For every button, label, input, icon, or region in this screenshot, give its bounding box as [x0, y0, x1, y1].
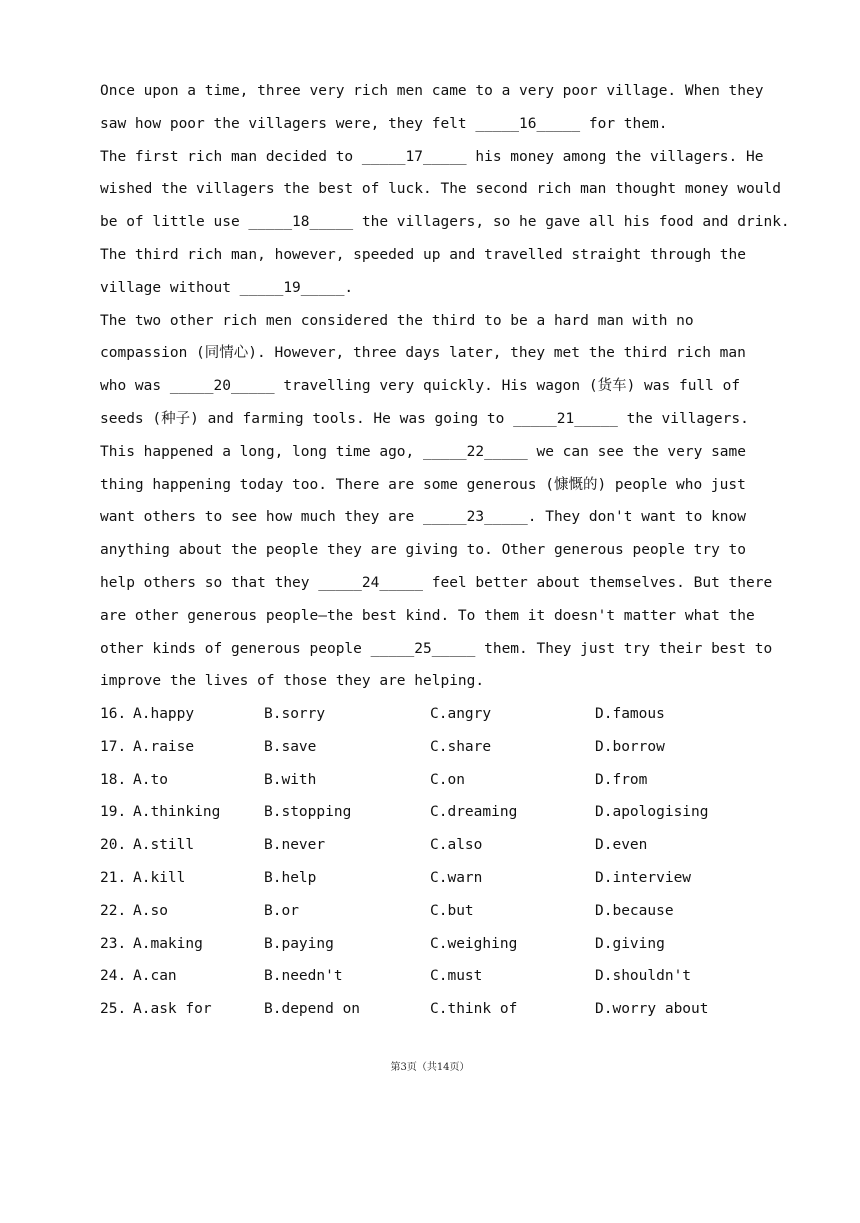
- passage-line: want others to see how much they are _____23_____. They don't want to know: [100, 509, 747, 526]
- passage-line: thing happening today too. There are some generous (慷慨的) people who just: [100, 476, 746, 493]
- option-b: B.or: [264, 902, 299, 919]
- passage-line: other kinds of generous people _____25_____ them. They just try their best to: [100, 640, 773, 657]
- passage-line: compassion (同情心). However, three days later, they met the third rich man: [100, 345, 746, 362]
- option-c: C.angry: [430, 706, 492, 722]
- option-b: B.with: [264, 771, 317, 788]
- question-row: [100, 895, 790, 928]
- option-b: B.stopping: [264, 804, 352, 821]
- question-row: [100, 698, 790, 731]
- question-number: 23.: [100, 935, 127, 952]
- cloze-passage: [100, 75, 790, 698]
- option-d: D.shouldn't: [595, 968, 692, 985]
- page-footer: 第3页（共14页）: [390, 1062, 470, 1073]
- option-a: A.to: [133, 771, 168, 788]
- question-row: [100, 993, 790, 1026]
- option-a: A.kill: [133, 869, 186, 886]
- question-number: 21.: [100, 869, 127, 886]
- option-b: B.never: [264, 837, 326, 854]
- passage-line: village without _____19_____.: [100, 279, 354, 296]
- question-number: 19.: [100, 804, 127, 821]
- option-d: D.apologising: [595, 804, 709, 821]
- question-row: [100, 928, 790, 961]
- question-number: 24.: [100, 968, 127, 985]
- option-c: C.think of: [430, 1001, 518, 1018]
- option-c: C.weighing: [430, 935, 518, 952]
- option-a: A.raise: [133, 738, 195, 755]
- option-b: B.sorry: [264, 706, 326, 722]
- option-b: B.paying: [264, 935, 334, 952]
- option-b: B.depend on: [264, 1001, 361, 1018]
- option-a: A.still: [133, 837, 195, 854]
- option-a: A.so: [133, 902, 168, 919]
- question-number: 17.: [100, 738, 127, 755]
- passage-line: improve the lives of those they are helping.: [100, 673, 485, 690]
- passage-line: wished the villagers the best of luck. The second rich man thought money would: [100, 181, 781, 198]
- option-a: A.making: [133, 935, 203, 952]
- option-c: C.on: [430, 771, 465, 788]
- option-c: C.dreaming: [430, 804, 518, 821]
- passage-line: The two other rich men considered the third to be a hard man with no: [100, 312, 694, 329]
- question-row: [100, 862, 790, 895]
- question-number: 25.: [100, 1001, 127, 1018]
- passage-line: The first rich man decided to _____17_____ his money among the villagers. He: [100, 148, 764, 165]
- passage-line: seeds (种子) and farming tools. He was going to _____21_____ the villagers.: [100, 410, 749, 427]
- option-c: C.warn: [430, 869, 483, 886]
- option-b: B.save: [264, 738, 317, 755]
- option-a: A.thinking: [133, 804, 221, 821]
- passage-line: Once upon a time, three very rich men came to a very poor village. When they: [100, 83, 764, 99]
- question-row: [100, 829, 790, 862]
- option-a: A.ask for: [133, 1001, 212, 1018]
- option-d: D.famous: [595, 706, 665, 722]
- question-row: [100, 731, 790, 764]
- passage-line: anything about the people they are giving to. Other generous people try to: [100, 542, 747, 559]
- option-a: A.happy: [133, 706, 195, 722]
- option-a: A.can: [133, 968, 177, 985]
- option-d: D.from: [595, 771, 648, 788]
- question-number: 22.: [100, 902, 127, 919]
- option-d: D.giving: [595, 935, 665, 952]
- option-d: D.even: [595, 837, 648, 854]
- passage-line: saw how poor the villagers were, they felt _____16_____ for them.: [100, 115, 668, 132]
- question-number: 18.: [100, 771, 127, 788]
- passage-line: are other generous people—the best kind. To them it doesn't matter what the: [100, 607, 755, 624]
- passage-line: who was _____20_____ travelling very quickly. His wagon (货车) was full of: [100, 378, 741, 395]
- option-d: D.because: [595, 902, 674, 919]
- passage-line: The third rich man, however, speeded up and travelled straight through the: [100, 246, 747, 263]
- passage-line: be of little use _____18_____ the villagers, so he gave all his food and drink.: [100, 214, 790, 231]
- passage-line: This happened a long, long time ago, _____22_____ we can see the very same: [100, 443, 747, 460]
- question-number: 16.: [100, 706, 127, 722]
- option-c: C.but: [430, 902, 474, 919]
- question-list: [100, 698, 790, 1026]
- option-b: B.help: [264, 869, 317, 886]
- question-number: 20.: [100, 837, 127, 854]
- question-row: [100, 764, 790, 797]
- option-c: C.must: [430, 968, 483, 985]
- option-d: D.borrow: [595, 738, 665, 755]
- option-b: B.needn't: [264, 968, 343, 985]
- passage-line: help others so that they _____24_____ feel better about themselves. But there: [100, 574, 773, 591]
- option-c: C.share: [430, 738, 492, 755]
- option-c: C.also: [430, 837, 483, 854]
- question-row: [100, 796, 790, 829]
- question-row: [100, 960, 790, 993]
- option-d: D.interview: [595, 869, 692, 886]
- option-d: D.worry about: [595, 1001, 709, 1018]
